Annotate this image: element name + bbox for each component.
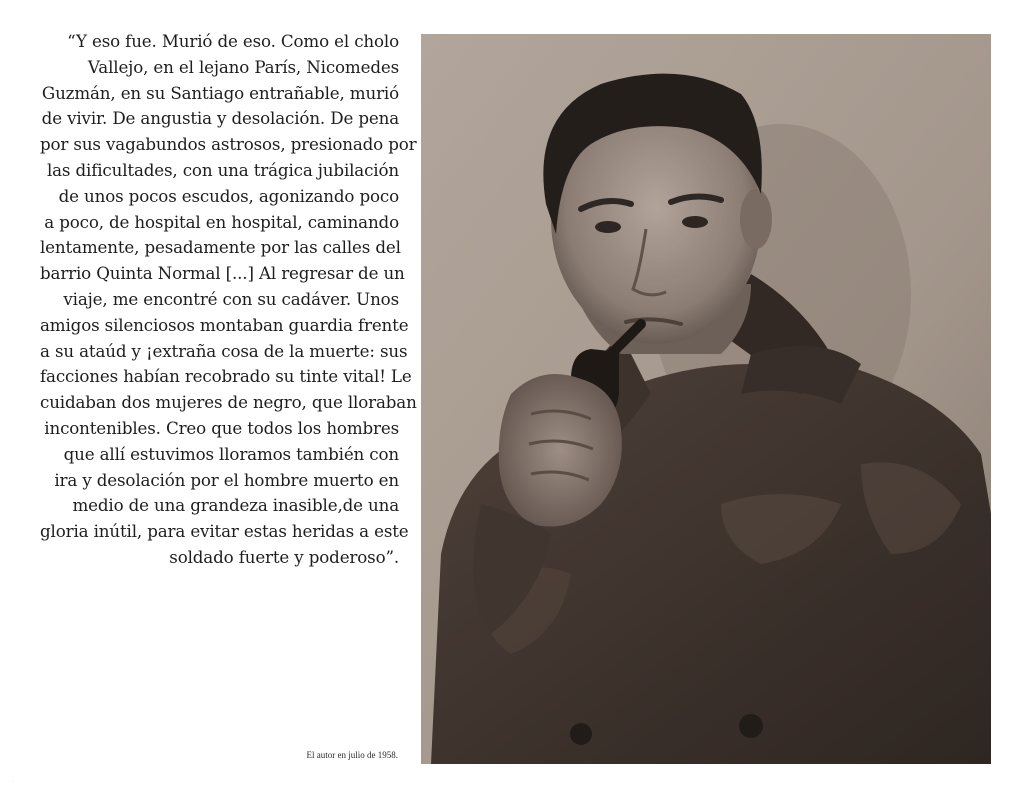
quote-line: Vallejo, en el lejano París, Nicomedes [87,56,399,77]
quote-line: por sus vagabundos astrosos, presionado por [40,134,417,155]
quote-line: amigos silenciosos montaban guardia frente [40,314,409,335]
quote-line: viaje, me encontré con su cadáver. Unos [63,288,399,309]
quote-line: ira y desolación por el hombre muerto en [54,469,399,490]
quote-line: incontenibles. Creo que todos los hombres [44,417,399,438]
portrait-illustration [421,34,991,764]
quote-line: de unos pocos escudos, agonizando poco [58,185,399,206]
author-portrait-photo [421,34,991,764]
quote-line: lentamente, pesadamente por las calles del [40,237,401,258]
quote-line: soldado fuerte y poderoso”. [169,546,399,567]
quote-line: barrio Quinta Normal [...] Al regresar de un [40,263,405,284]
quote-line: medio de una grandeza inasible,de una [72,495,399,516]
photo-caption: El autor en julio de 1958. [306,750,398,760]
quote-line: de vivir. De angustia y desolación. De pena [41,108,399,129]
quote-line: Guzmán, en su Santiago entrañable, murió [41,82,399,103]
quote-line: las dificultades, con una trágica jubilación [46,159,399,180]
quote-line: cuidaban dos mujeres de negro, que lloraban [40,392,417,413]
quote-line: que allí estuvimos lloramos también con [63,443,399,464]
quote-line: a poco, de hospital en hospital, caminando [44,211,399,232]
quote-line: facciones habían recobrado su tinte vital! Le [40,366,412,387]
quote-line: a su ataúd y ¡extraña cosa de la muerte: sus [40,340,408,361]
page-marker: · [12,778,15,785]
quote-line: “Y eso fue. Murió de eso. Como el cholo [67,31,399,51]
quote-line: gloria inútil, para evitar estas heridas a este [40,521,409,542]
quote-text [40,29,417,571]
